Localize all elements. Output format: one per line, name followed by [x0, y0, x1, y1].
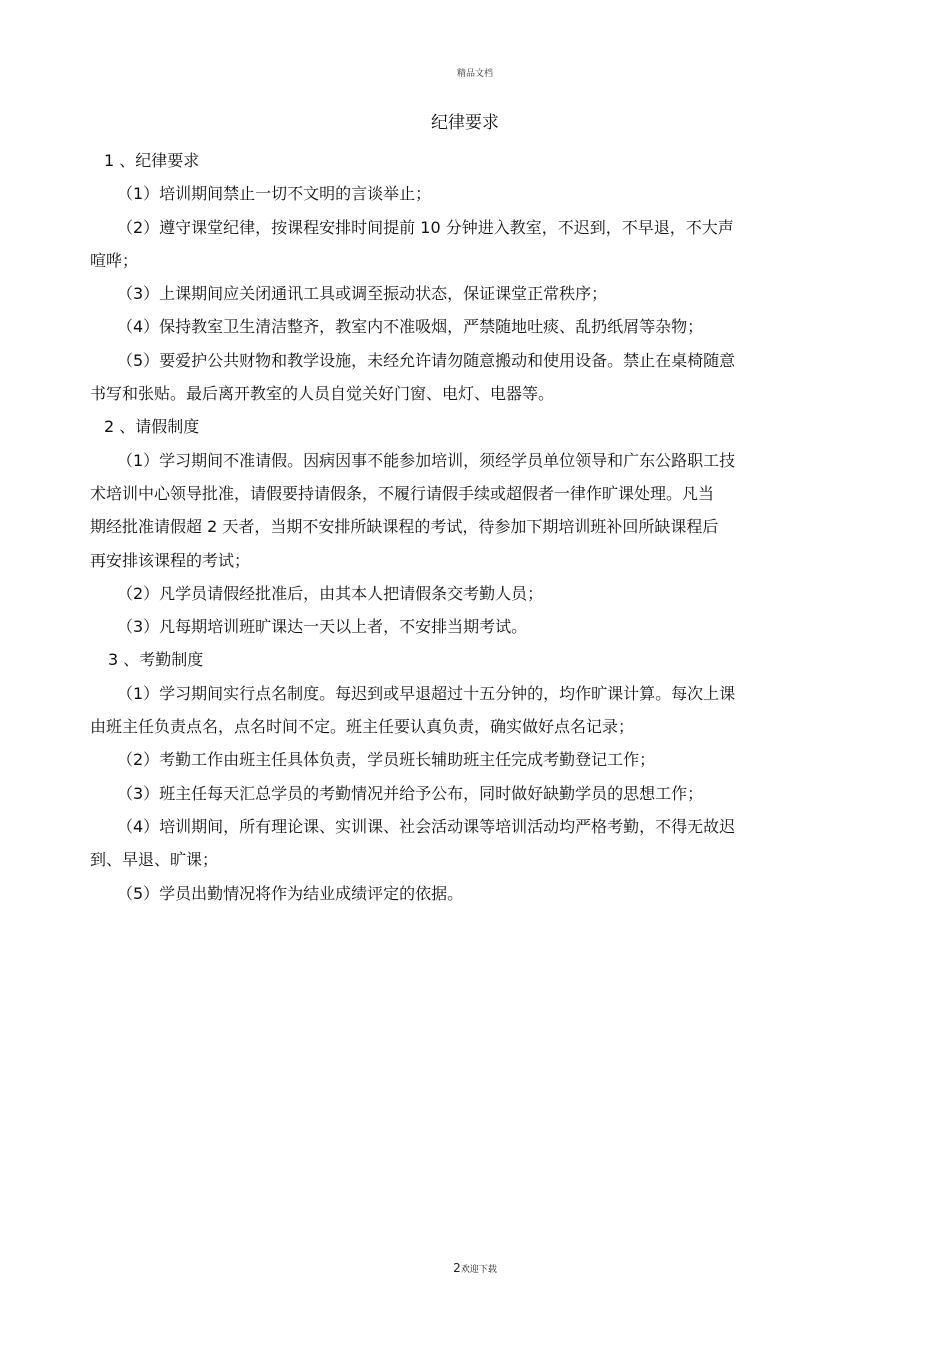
footer-note: 欢迎下载 — [460, 1265, 497, 1275]
text-line: 喧哗； — [90, 250, 139, 270]
text-line: 书写和张贴。最后离开教室的人员自觉关好门窗、电灯、电器等。 — [90, 384, 555, 404]
section-heading: 3 、考勤制度 — [108, 650, 204, 670]
text-line: 再安排该课程的考试； — [90, 550, 251, 570]
footer — [0, 1261, 950, 1275]
text-line: （2）凡学员请假经批准后，由其本人把请假条交考勤人员； — [117, 583, 544, 603]
text-line: （2）遵守课堂纪律，按课程安排时间提前 10 分钟进入教室，不迟到，不早退，不大声 — [117, 217, 734, 237]
page-title: 纪律要求 — [431, 113, 499, 133]
document-body — [90, 144, 830, 910]
text-line: （4）培训期间，所有理论课、实训课、社会活动课等培训活动均严格考勤，不得无故迟 — [117, 816, 736, 836]
section-heading: 2 、请假制度 — [104, 417, 200, 437]
text-line: 术培训中心领导批准，请假要持请假条，不履行请假手续或超假者一律作旷课处理。凡当 — [90, 483, 715, 503]
text-line: （1）学习期间实行点名制度。每迟到或早退超过十五分钟的，均作旷课计算。每次上课 — [117, 683, 736, 703]
text-line: （5）学员出勤情况将作为结业成绩评定的依据。 — [117, 883, 464, 903]
text-line: 由班主任负责点名，点名时间不定。班主任要认真负责，确实做好点名记录； — [90, 717, 635, 737]
text-line: （3）班主任每天汇总学员的考勤情况并给予公布，同时做好缺勤学员的思想工作； — [117, 783, 704, 803]
text-line: （5）要爱护公共财物和教学设施，未经允许请勿随意搬动和使用设备。禁止在桌椅随意 — [117, 350, 736, 370]
text-line: 期经批准请假超 2 天者，当期不安排所缺课程的考试，待参加下期培训班补回所缺课程后 — [90, 517, 719, 537]
header-note: 精品文档 — [456, 69, 493, 79]
text-line: （3）凡每期培训班旷课达一天以上者，不安排当期考试。 — [117, 617, 528, 637]
section-heading: 1 、纪律要求 — [104, 151, 200, 170]
text-line: （2）考勤工作由班主任具体负责，学员班长辅助班主任完成考勤登记工作； — [117, 750, 656, 770]
text-line: （1）学习期间不准请假。因病因事不能参加培训，须经学员单位领导和广东公路职工技 — [117, 450, 736, 470]
text-line: （1）培训期间禁止一切不文明的言谈举止； — [117, 184, 432, 204]
text-line: （3）上课期间应关闭通讯工具或调至振动状态，保证课堂正常秩序； — [117, 284, 608, 304]
page-number: 2 — [453, 1261, 461, 1275]
text-line: （4）保持教室卫生清洁整齐，教室内不准吸烟，严禁随地吐痰、乱扔纸屑等杂物； — [117, 317, 704, 337]
text-line: 到、早退、旷课； — [90, 850, 219, 870]
